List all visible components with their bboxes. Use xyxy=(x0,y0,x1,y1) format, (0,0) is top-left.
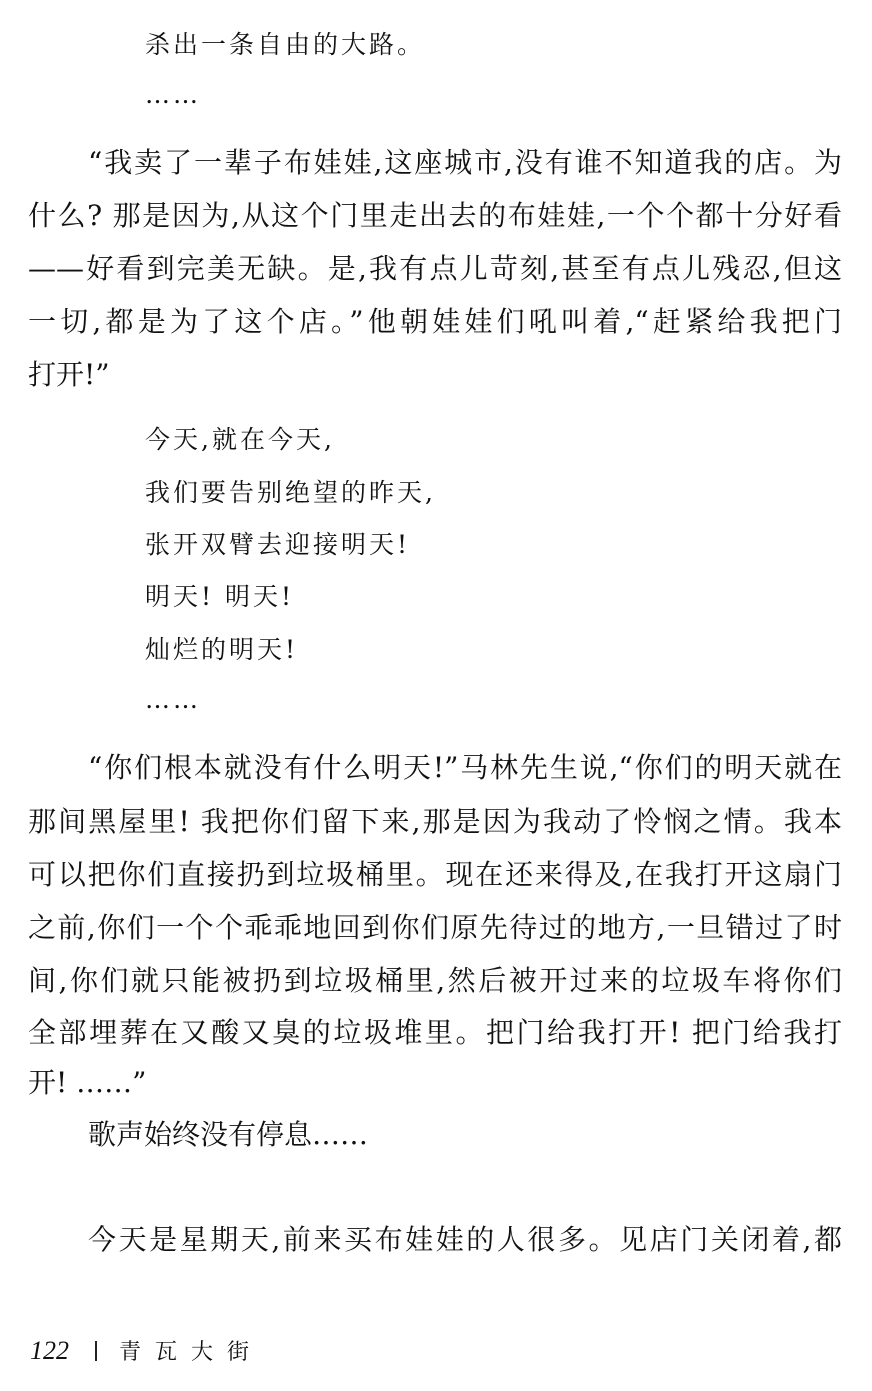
paragraph-line: 之前,你们一个个乖乖地回到你们原先待过的地方,一旦错过了时 xyxy=(28,911,842,944)
book-title: 青瓦大街 xyxy=(119,1340,264,1365)
page-number: 122 xyxy=(30,1335,69,1365)
paragraph-line: 今天是星期天,前来买布娃娃的人很多。见店门关闭着,都 xyxy=(88,1223,842,1256)
paragraph-line: 歌声始终没有停息…… xyxy=(88,1118,369,1151)
paragraph-line: ——好看到完美无缺。是,我有点儿苛刻,甚至有点儿残忍,但这 xyxy=(28,252,842,285)
paragraph-line: “你们根本就没有什么明天!”马林先生说,“你们的明天就在 xyxy=(88,751,842,784)
paragraph-line: 全部埋葬在又酸又臭的垃圾堆里。把门给我打开! 把门给我打 xyxy=(28,1016,842,1049)
paragraph-line: 间,你们就只能被扔到垃圾桶里,然后被开过来的垃圾车将你们 xyxy=(28,964,842,997)
poem-line: 今天,就在今天, xyxy=(145,425,335,454)
paragraph-line: 那间黑屋里! 我把你们留下来,那是因为我动了怜悯之情。我本 xyxy=(28,805,842,838)
footer-divider xyxy=(95,1341,97,1361)
poem-ellipsis: …… xyxy=(145,685,201,714)
poem-line: 杀出一条自由的大路。 xyxy=(145,30,426,59)
paragraph-line: 打开!” xyxy=(28,358,110,391)
paragraph-line: 一切,都是为了这个店。”他朝娃娃们吼叫着,“赶紧给我把门 xyxy=(28,305,842,338)
paragraph-line: “我卖了一辈子布娃娃,这座城市,没有谁不知道我的店。为 xyxy=(88,146,842,179)
poem-line: 明天! 明天! xyxy=(145,582,295,611)
poem-line: 灿烂的明天! xyxy=(145,635,299,664)
poem-line: 张开双臂去迎接明天! xyxy=(145,530,411,559)
poem-line: 我们要告别绝望的昨天, xyxy=(145,478,436,507)
paragraph-line: 可以把你们直接扔到垃圾桶里。现在还来得及,在我打开这扇门 xyxy=(28,858,842,891)
poem-ellipsis: …… xyxy=(145,80,201,109)
paragraph-line: 什么? 那是因为,从这个门里走出去的布娃娃,一个个都十分好看 xyxy=(28,199,842,232)
page-footer xyxy=(30,1335,263,1366)
paragraph-line: 开! ……” xyxy=(28,1066,147,1099)
